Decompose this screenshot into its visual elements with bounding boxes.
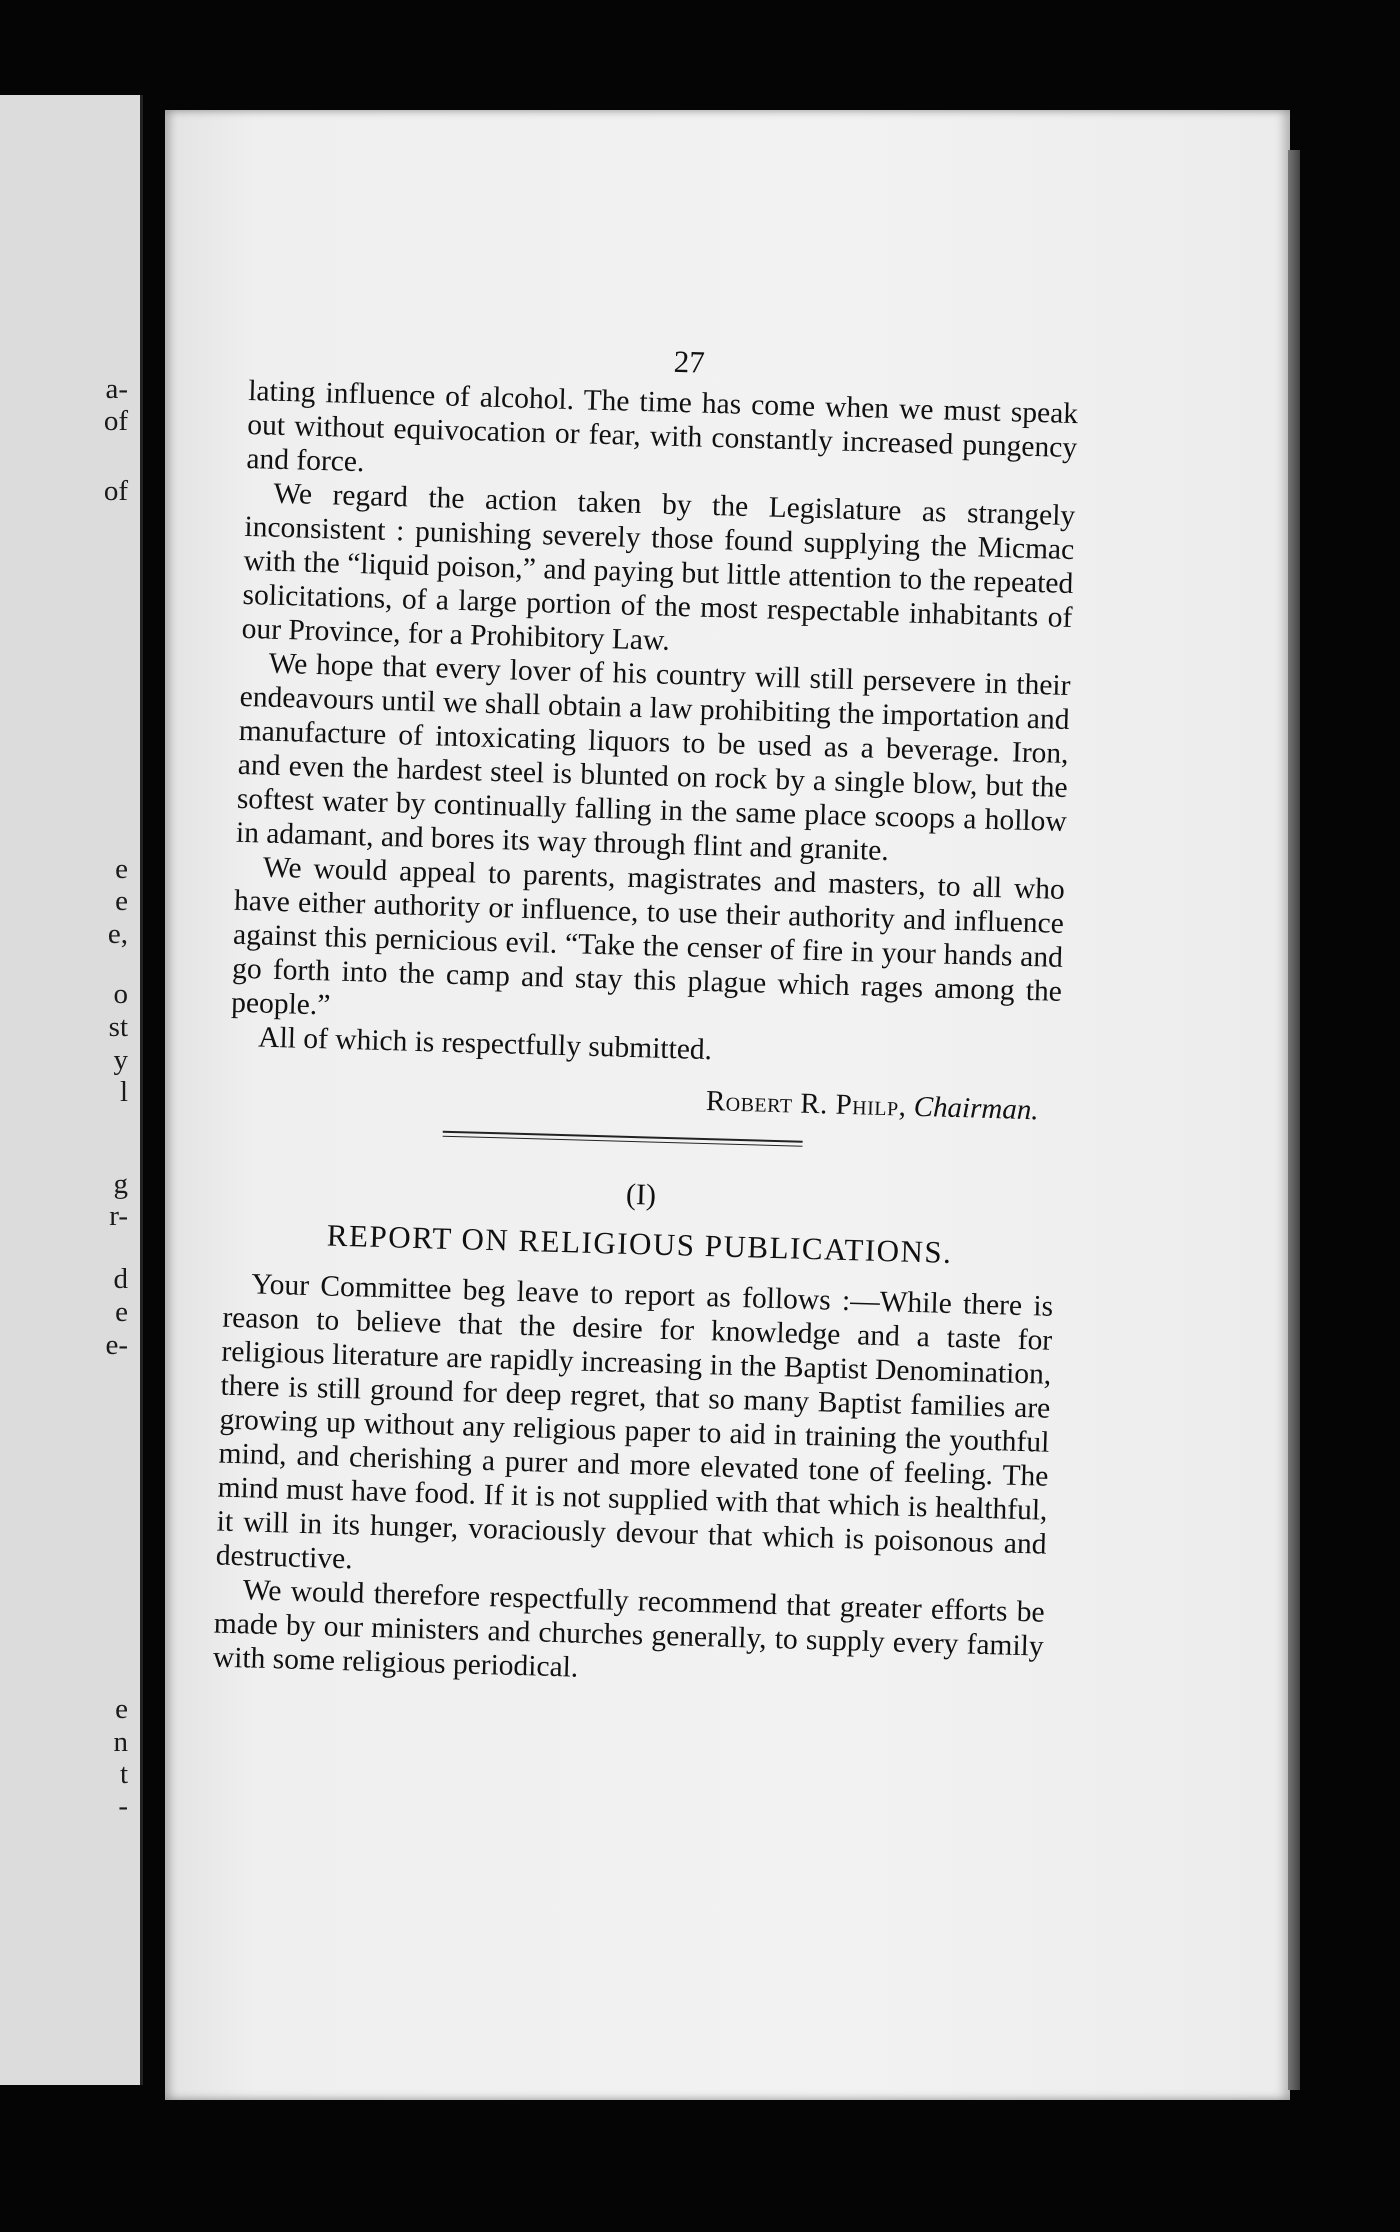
left-page-fragment: e bbox=[115, 853, 128, 885]
left-page-fragment: o bbox=[113, 978, 128, 1010]
left-page-fragment: of bbox=[103, 475, 128, 507]
left-page-fragment: e bbox=[115, 1693, 128, 1725]
page-content bbox=[213, 332, 1080, 1698]
left-page-fragment: e bbox=[115, 1296, 128, 1328]
left-page-fragment: e- bbox=[105, 1329, 128, 1361]
signature bbox=[228, 1072, 1059, 1128]
signature-name: Robert R. Philp, bbox=[705, 1085, 907, 1123]
page-number: 27 bbox=[673, 343, 706, 380]
left-page-fragment: a- bbox=[105, 373, 128, 405]
paragraph: Your Committee beg leave to report as follows :—While there is reason to believe that the desire for knowledge and a taste for religious literature are rapidly increasing in the Baptist Denomination, there is still ground for deep regret, that so many Baptist families are growing up without any religious paper to aid in training the youthful mind, and cherishing a purer and more elevated tone of feeling. The mind must have food. If it is not supplied with that which is healthful, it will in its hunger, voraciously devour that which is poisonous and destructive. bbox=[215, 1268, 1054, 1576]
left-page-fragment: l bbox=[119, 1076, 128, 1108]
left-page-fragment: e bbox=[115, 885, 128, 917]
left-page-fragment: st bbox=[108, 1011, 128, 1043]
paragraph: We would appeal to parents, magistrates and masters, to all who have either authority or influence, to use their authority and influence against this pernicious evil. “Take the censer of fire in your hands and go forth into the camp and stay this plague which rages among the people.” bbox=[230, 851, 1066, 1022]
left-page-fragment: e, bbox=[107, 918, 128, 950]
signature-title: Chairman. bbox=[913, 1090, 1040, 1127]
section-title: REPORT ON RELIGIOUS PUBLICATIONS. bbox=[326, 1217, 953, 1270]
section-divider bbox=[443, 1131, 803, 1147]
paragraph: All of which is respectfully submitted. bbox=[257, 1021, 713, 1067]
left-page-fragment: - bbox=[118, 1790, 128, 1822]
paragraph: We would therefore respectfully recommend that greater efforts be made by our ministers and churches generally, to supply every family with some religious periodical. bbox=[212, 1574, 1045, 1684]
paragraph: lating influence of alcohol. The time has come when we must speak out without equivocation or fear, with constantly increased pungency and force. bbox=[246, 374, 1079, 479]
left-page-fragment: d bbox=[113, 1263, 128, 1295]
paragraph: We hope that every lover of his country will still persevere in their endeavours until we shall obtain a law prohibiting the importation and manufacture of intoxicating liquors to be used as a beverage. Iron, and even the hardest steel is blunted on rock by a single blow, but the softest water by continually falling in the same place scoops a hollow in adamant, and bores its way through flint and granite. bbox=[235, 647, 1071, 868]
left-page-fragment: t bbox=[119, 1758, 128, 1790]
left-page-fragment: n bbox=[113, 1726, 128, 1758]
section-mark: (I) bbox=[625, 1177, 657, 1212]
paragraph: We regard the action taken by the Legislature as strangely inconsistent : punishing severely those found supplying the Micmac with the “liquid poison,” and paying but little attention to the repeated solicitations, of a large portion of the most respectable inhabitants of our Province, for a Prohibitory Law. bbox=[241, 477, 1076, 657]
left-page-fragment: of bbox=[103, 405, 128, 437]
left-page-fragment: y bbox=[113, 1044, 128, 1076]
page-edge bbox=[1288, 150, 1300, 2090]
left-facing-page bbox=[0, 95, 143, 2085]
left-page-fragment: r- bbox=[109, 1200, 128, 1232]
left-page-fragment: g bbox=[113, 1168, 128, 1200]
